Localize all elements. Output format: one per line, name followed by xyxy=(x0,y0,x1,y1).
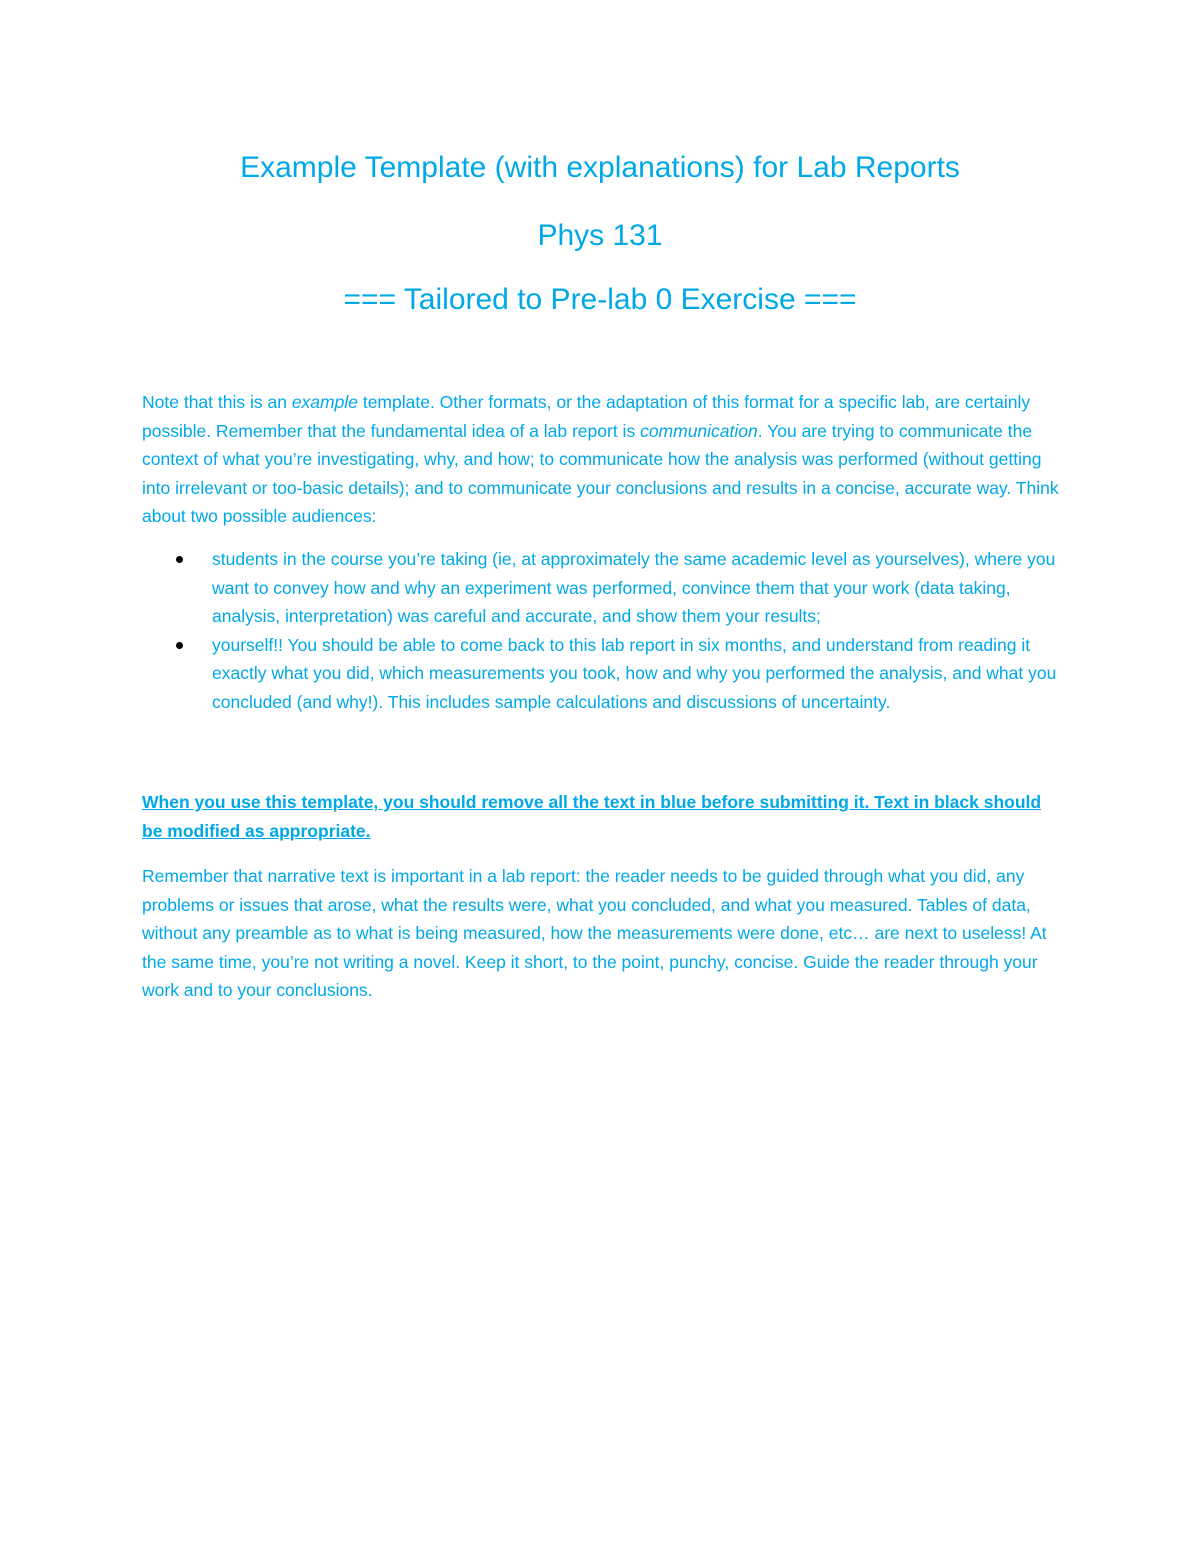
bullet-icon xyxy=(176,556,183,563)
list-item-text: students in the course you’re taking (ie, at approximately the same academic level as yourselves), where you want to convey how and why an experiment was performed, convince them that your work (data taking, analysis, interpretation) was careful and accurate, and show them your results; xyxy=(212,549,1056,627)
narrative-paragraph: Remember that narrative text is important in a lab report: the reader needs to be guided through what you did, any problems or issues that arose, what the results were, what you concluded, and what you measured. Tables of data, without any preamble as to what is being measured, how the measurements were done, etc… are next to useless! At the same time, you’re not writing a novel. Keep it short, to the point, punchy, concise. Guide the reader through your work and to your conclusions. xyxy=(142,866,1047,1001)
list-item xyxy=(142,545,1062,631)
document-title: Example Template (with explanations) for Lab Reports xyxy=(240,151,960,184)
document-subtitle: === Tailored to Pre-lab 0 Exercise === xyxy=(343,283,857,316)
intro-text-1: Note that this is an xyxy=(142,392,292,412)
intro-text-2: template. Other formats, or the adaptation of this format for a specific lab, are certainly possible. Remember that the fundamental idea of a lab report is xyxy=(142,392,1031,441)
bullet-icon xyxy=(176,642,183,649)
audience-list xyxy=(142,545,1062,717)
intro-text-3: . You are trying to communicate the context of what you’re investigating, why, and how; to communicate how the analysis was performed (without getting into irrelevant or too-basic details); and to communicate your conclusions and results in a concise, accurate way. Think about two possible audiences: xyxy=(142,420,1059,527)
intro-emphasis-communication: communication xyxy=(640,420,758,441)
course-name: Phys 131 xyxy=(537,219,663,252)
list-item-text: yourself!! You should be able to come back to this lab report in six months, and understand from reading it exactly what you did, which measurements you took, how and why you performed the analysis, and what you concluded (and why!). This includes sample calculations and discussions of uncertainty. xyxy=(212,634,1057,712)
list-item xyxy=(142,631,1062,717)
intro-paragraph xyxy=(142,388,1062,531)
instruction-warning: When you use this template, you should remove all the text in blue before submitting it. Text in black should be modified as appropriate. xyxy=(142,792,1042,841)
intro-emphasis-example: example xyxy=(291,392,358,412)
